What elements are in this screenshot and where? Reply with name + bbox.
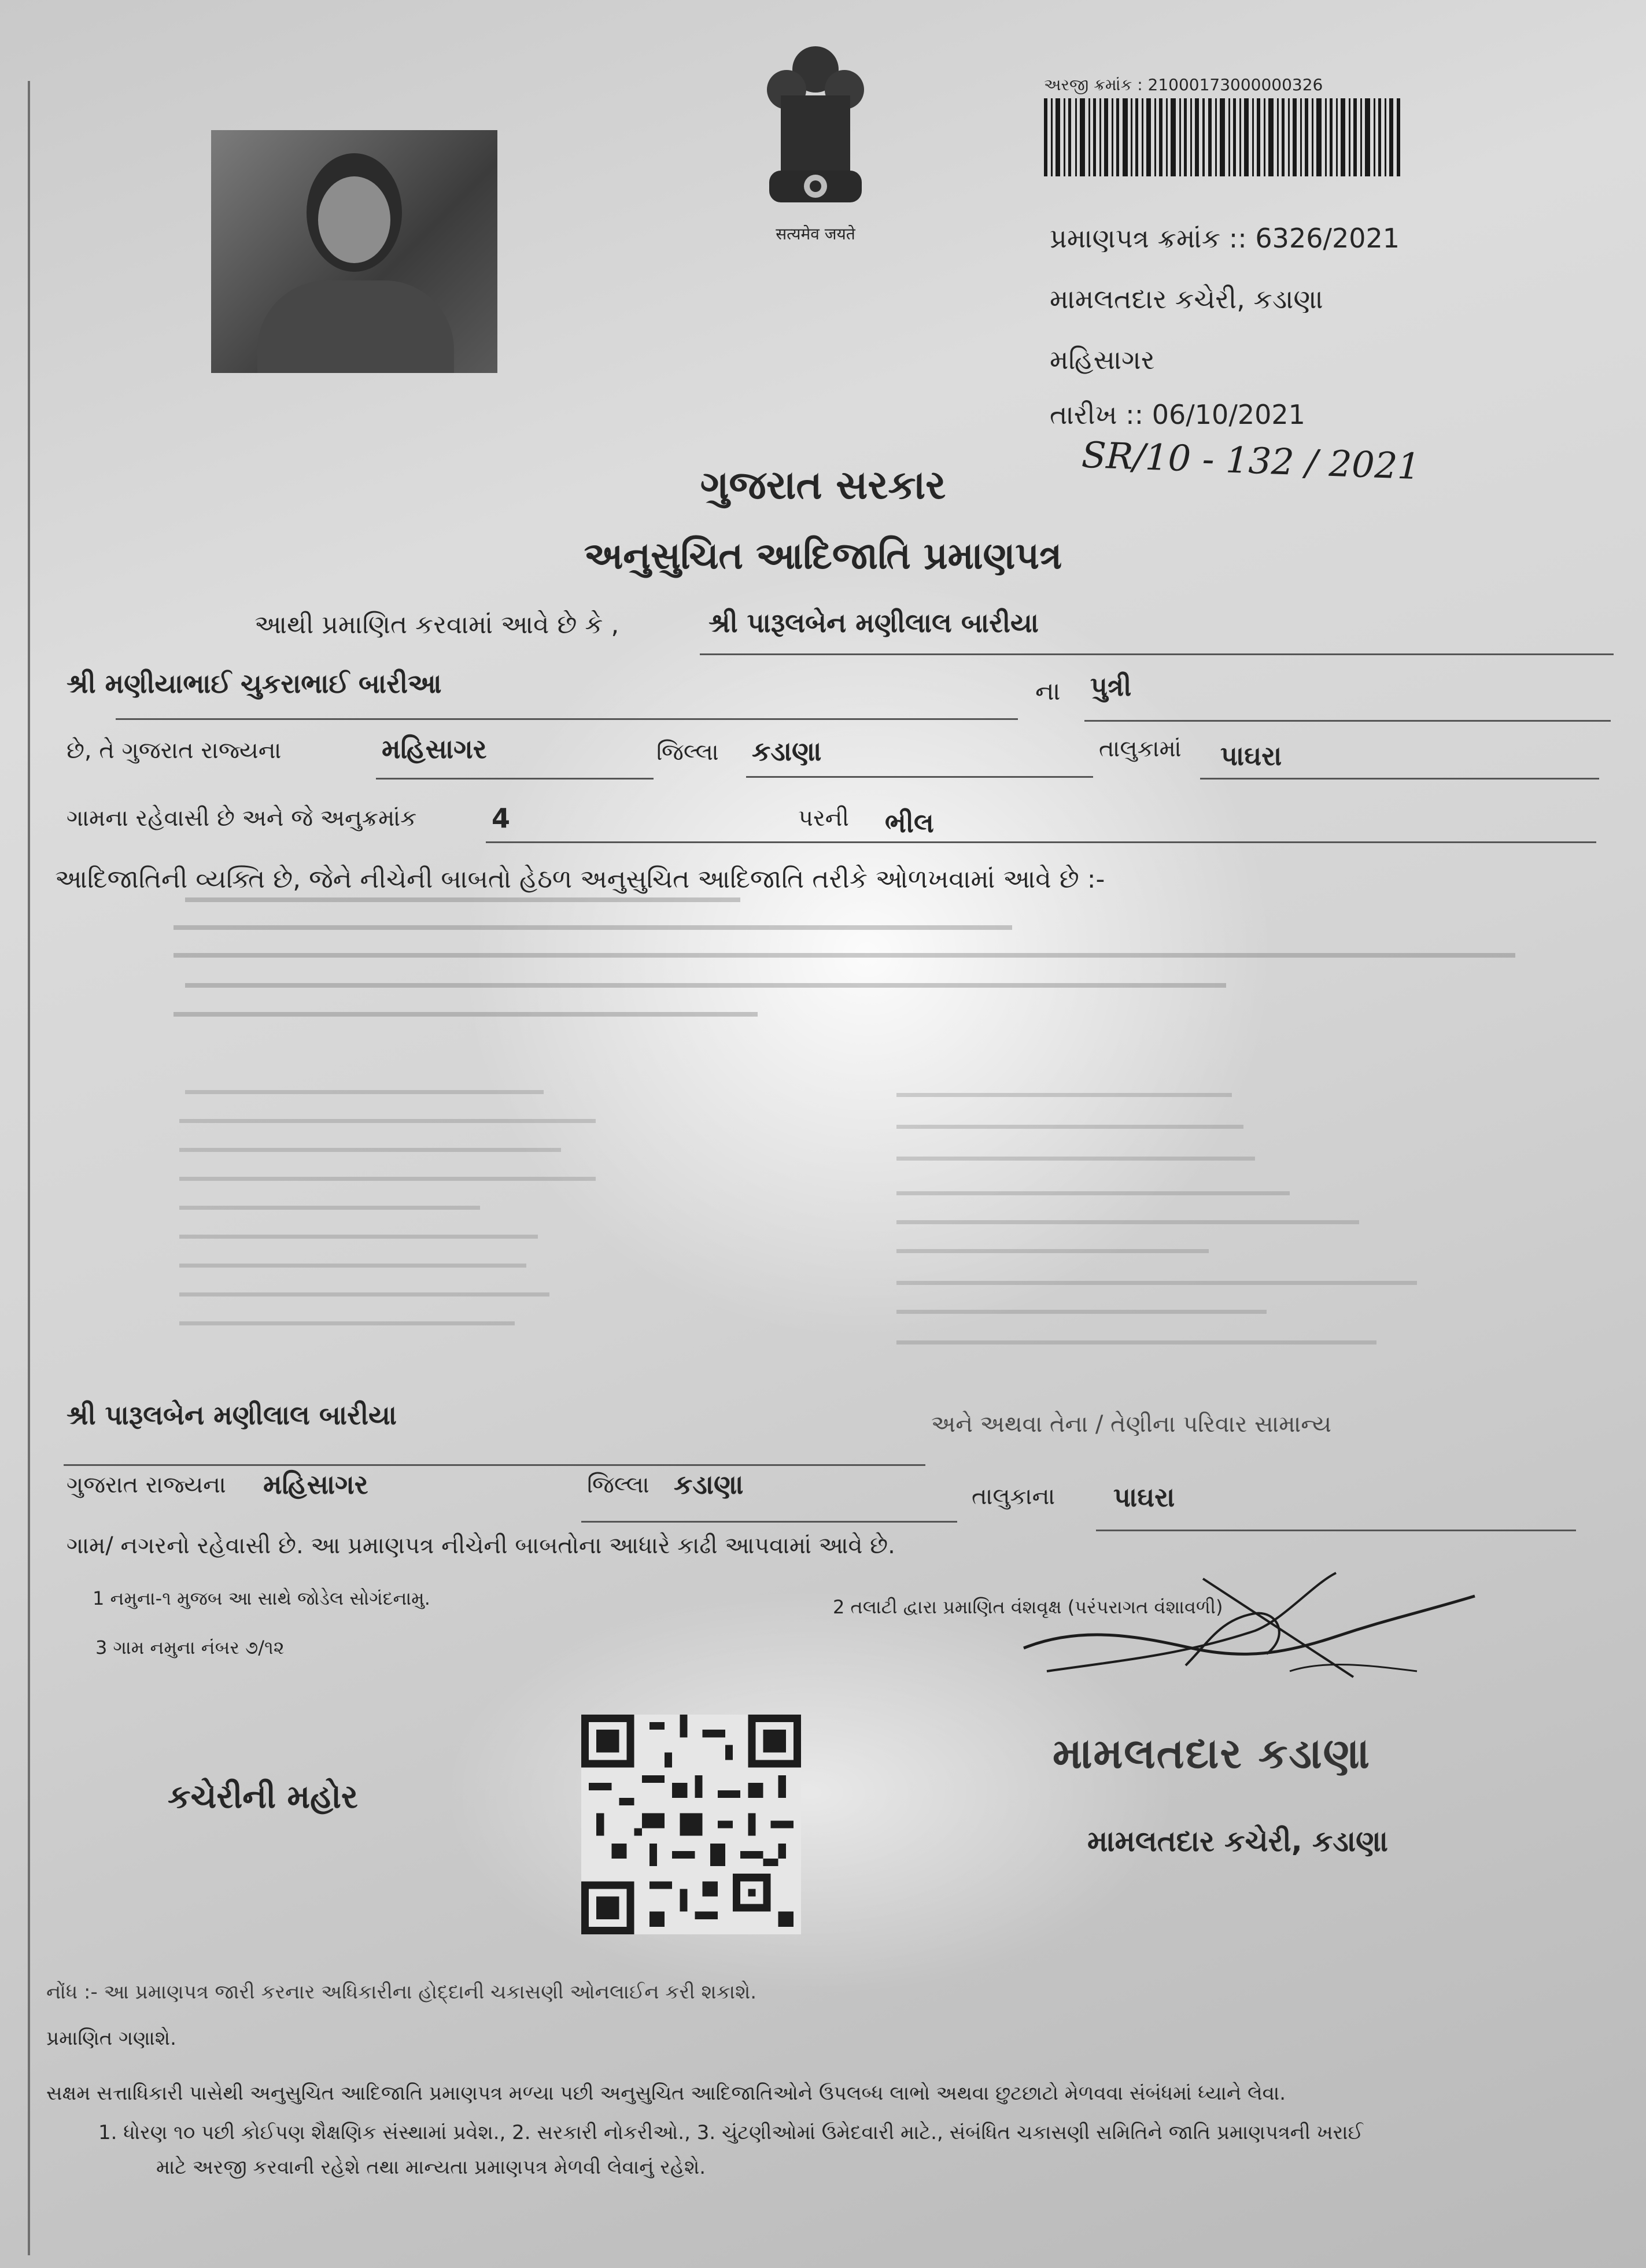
resident-text: ગામના રહેવાસી છે અને જે અનુક્રમાંક <box>67 805 417 832</box>
certificate-number: પ્રમાણપત્ર ક્રમાંક :: 6326/2021 <box>1050 223 1400 254</box>
residence-state-text: ગુજરાત રાજ્યના <box>67 1472 226 1498</box>
taluka-underline <box>746 776 1093 778</box>
district-value: મહિસાગર <box>382 733 487 764</box>
district-underline <box>376 778 654 780</box>
footer-note-4: માટે અરજી કરવાની રહેશે તથા માન્યતા પ્રમાણપત્ર મેળવી લેવાનું રહેશે. <box>156 2156 706 2179</box>
issuing-office: મામલતદાર કચેરી, કડાણા <box>1050 283 1323 315</box>
signing-office: મામલતદાર કચેરી, કડાણા <box>1087 1824 1388 1858</box>
residence-name-underline <box>64 1464 925 1466</box>
designation-stamp: મામલતદાર કડાણા <box>1053 1729 1371 1778</box>
handwritten-register-number: SR/10 - 132 / 2021 <box>1080 433 1421 488</box>
tribe-value: ભીલ <box>885 807 934 839</box>
village-value: પાઘરા <box>1220 740 1282 771</box>
holder-name-underline <box>700 653 1614 655</box>
relation: પુત્રી <box>1090 671 1132 702</box>
residence-name: શ્રી પારૂલબેન મણીલાલ બારીયા <box>67 1399 397 1431</box>
footer-note-1: નોંધ :- આ પ્રમાણપત્ર જારી કરનાર અધિકારીના હોદ્દાની ચકાસણી ઓનલાઈન કરી શકાશે. <box>46 1981 757 2004</box>
qr-code <box>581 1715 801 1934</box>
residence-district: મહિસાગર <box>263 1469 368 1500</box>
footer-note-3: 1. ધોરણ ૧૦ પછી કોઈપણ શૈક્ષણિક સંસ્થામાં પ્રવેશ., 2. સરકારી નોકરીઓ., 3. ચુંટણીઓમાં ઉમેદવારી માટે., સંબંધિત ચકાસણી સમિતિને જાતિ પ્રમાણપત્રની ખરાઈ <box>98 2121 1363 2144</box>
of-text: ના <box>1035 677 1061 706</box>
applicant-photo <box>211 130 497 373</box>
left-margin-line <box>28 81 30 2255</box>
basis-item-1: 1 નમુના-૧ મુજબ આ સાથે જોડેલ સોગંદનામુ. <box>93 1587 430 1609</box>
basis-text: ગામ/ નગરનો રહેવાસી છે. આ પ્રમાણપત્ર નીચેની બાબતોના આધારે કાઢી આપવામાં આવે છે. <box>67 1532 895 1559</box>
residence-village-underline <box>1096 1530 1576 1531</box>
state-text: છે, તે ગુજરાત રાજ્યના <box>67 737 282 764</box>
issuing-district: મહિસાગર <box>1050 344 1155 375</box>
certify-text: આથી પ્રમાણિત કરવામાં આવે છે કે , <box>254 610 619 640</box>
emblem-motto: सत्यमेव जयते <box>776 224 855 243</box>
taluka-label: તાલુકામાં <box>1099 736 1182 762</box>
village-underline <box>1200 778 1599 780</box>
certificate-title: અનુસુચિત આદિજાતિ પ્રમાણપત્ર <box>584 535 1062 578</box>
barcode <box>1044 98 1403 176</box>
government-title: ગુજરાત સરકાર <box>700 463 946 508</box>
father-name-underline <box>116 718 1018 720</box>
taluka-value: કડાણા <box>752 736 822 767</box>
residence-taluka-label: તાલુકાના <box>972 1483 1055 1510</box>
footer-note-1-end: પ્રમાણિત ગણાશે. <box>46 2027 176 2050</box>
serial-underline <box>486 841 1596 843</box>
district-label: જિલ્લા <box>656 739 719 766</box>
national-emblem-icon <box>752 35 879 220</box>
serial-number: 4 <box>492 803 511 834</box>
residence-district-label: જિલ્લા <box>587 1472 649 1498</box>
father-name: શ્રી મણીયાભાઈ ચુકરાભાઈ બારીઆ <box>67 668 442 699</box>
footer-note-2: સક્ષમ સત્તાધિકારી પાસેથી અનુસુચિત આદિજાતિ પ્રમાણપત્ર મળ્યા પછી અનુસુચિત આદિજાતિઓને ઉપલબ્ધ લાભો અથવા છુટછાટો મેળવવા સંબંધમાં ધ્યાને લેવા. <box>46 2082 1286 2105</box>
issue-date: તારીખ :: 06/10/2021 <box>1050 399 1305 430</box>
residence-taluka: કડાણા <box>674 1469 744 1500</box>
tribe-text: આદિજાતિની વ્યક્તિ છે, જેને નીચેની બાબતો હેઠળ અનુસુચિત આદિજાતિ તરીકે ઓળખવામાં આવે છે :- <box>55 865 1105 894</box>
holder-name: શ્રી પારૂલબેન મણીલાલ બારીયા <box>708 607 1039 638</box>
office-seal-label: કચેરીની મહોર <box>168 1778 358 1816</box>
application-number: અરજી ક્રમાંક : 21000173000000326 <box>1044 75 1323 94</box>
relation-underline <box>1084 720 1611 722</box>
on-text: પરની <box>798 805 849 832</box>
family-text: અને અથવા તેના / તેણીના પરિવાર સામાન્ય <box>931 1411 1332 1438</box>
residence-taluka-underline <box>581 1521 957 1523</box>
basis-item-3: 3 ગામ નમુના નંબર ૭/૧૨ <box>95 1637 285 1658</box>
basis-item-2: 2 તલાટી દ્વારા પ્રમાણિત વંશવૃક્ષ (પરંપરાગત વંશાવળી) <box>833 1596 1223 1618</box>
residence-village: પાઘરા <box>1113 1482 1175 1513</box>
